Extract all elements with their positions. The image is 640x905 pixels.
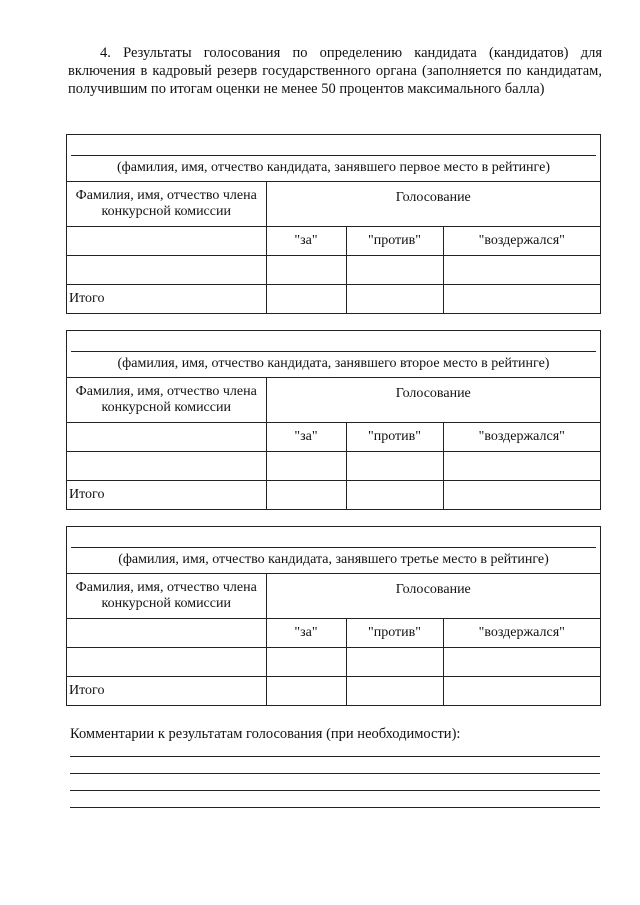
total-cell [443,677,600,706]
total-label: Итого [67,285,266,314]
option-abstained: "воздержался" [443,619,600,648]
comment-line [70,790,600,791]
candidate-name-caption: (фамилия, имя, отчество кандидата, занявшего третье место в рейтинге) [118,552,549,567]
vote-table [67,182,600,313]
total-cell [266,481,346,510]
candidate-name-fill-line [71,155,596,156]
candidate-name-cell [67,135,600,182]
candidate-name-caption: (фамилия, имя, отчество кандидата, занявшего второе место в рейтинге) [117,356,550,371]
option-for: "за" [266,227,346,256]
entry-cell [266,648,346,677]
option-against: "против" [346,423,443,452]
option-abstained: "воздержался" [443,227,600,256]
entry-cell [346,256,443,285]
vote-table [67,378,600,509]
comment-line [70,756,600,757]
candidate-name-caption: (фамилия, имя, отчество кандидата, занявшего первое место в рейтинге) [117,160,550,175]
member-header: Фамилия, имя, отчество члена конкурсной комиссии [67,182,266,227]
total-cell [346,481,443,510]
comments-label: Комментарии к результатам голосования (при необходимости): [70,726,461,742]
option-for: "за" [266,423,346,452]
candidate-vote-block-1 [66,134,601,314]
section-intro: 4. Результаты голосования по определению кандидата (кандидатов) для включения в кадровый резерв государственного органа (заполняется по кандидатам, получившим по итогам оценки не менее 50 процентов максимального балла) [68,45,602,97]
entry-cell [346,648,443,677]
comment-line [70,807,600,808]
candidate-name-cell [67,331,600,378]
candidate-name-fill-line [71,351,596,352]
total-cell [346,677,443,706]
candidate-name-cell [67,527,600,574]
entry-cell [346,452,443,481]
entry-cell [67,452,266,481]
total-cell [266,285,346,314]
member-blank-cell [67,619,266,648]
member-header: Фамилия, имя, отчество члена конкурсной комиссии [67,574,266,619]
total-cell [443,481,600,510]
vote-header: Голосование [266,182,600,227]
option-abstained: "воздержался" [443,423,600,452]
total-cell [346,285,443,314]
entry-cell [443,256,600,285]
member-blank-cell [67,227,266,256]
vote-header: Голосование [266,574,600,619]
total-cell [266,677,346,706]
total-label: Итого [67,677,266,706]
comment-line [70,773,600,774]
entry-cell [67,256,266,285]
entry-cell [443,648,600,677]
option-against: "против" [346,227,443,256]
entry-cell [266,256,346,285]
candidate-vote-block-3 [66,526,601,706]
member-blank-cell [67,423,266,452]
total-label: Итого [67,481,266,510]
entry-cell [443,452,600,481]
total-cell [443,285,600,314]
candidate-name-fill-line [71,547,596,548]
entry-cell [266,452,346,481]
entry-cell [67,648,266,677]
candidate-vote-block-2 [66,330,601,510]
option-against: "против" [346,619,443,648]
member-header: Фамилия, имя, отчество члена конкурсной комиссии [67,378,266,423]
vote-table [67,574,600,705]
option-for: "за" [266,619,346,648]
vote-header: Голосование [266,378,600,423]
